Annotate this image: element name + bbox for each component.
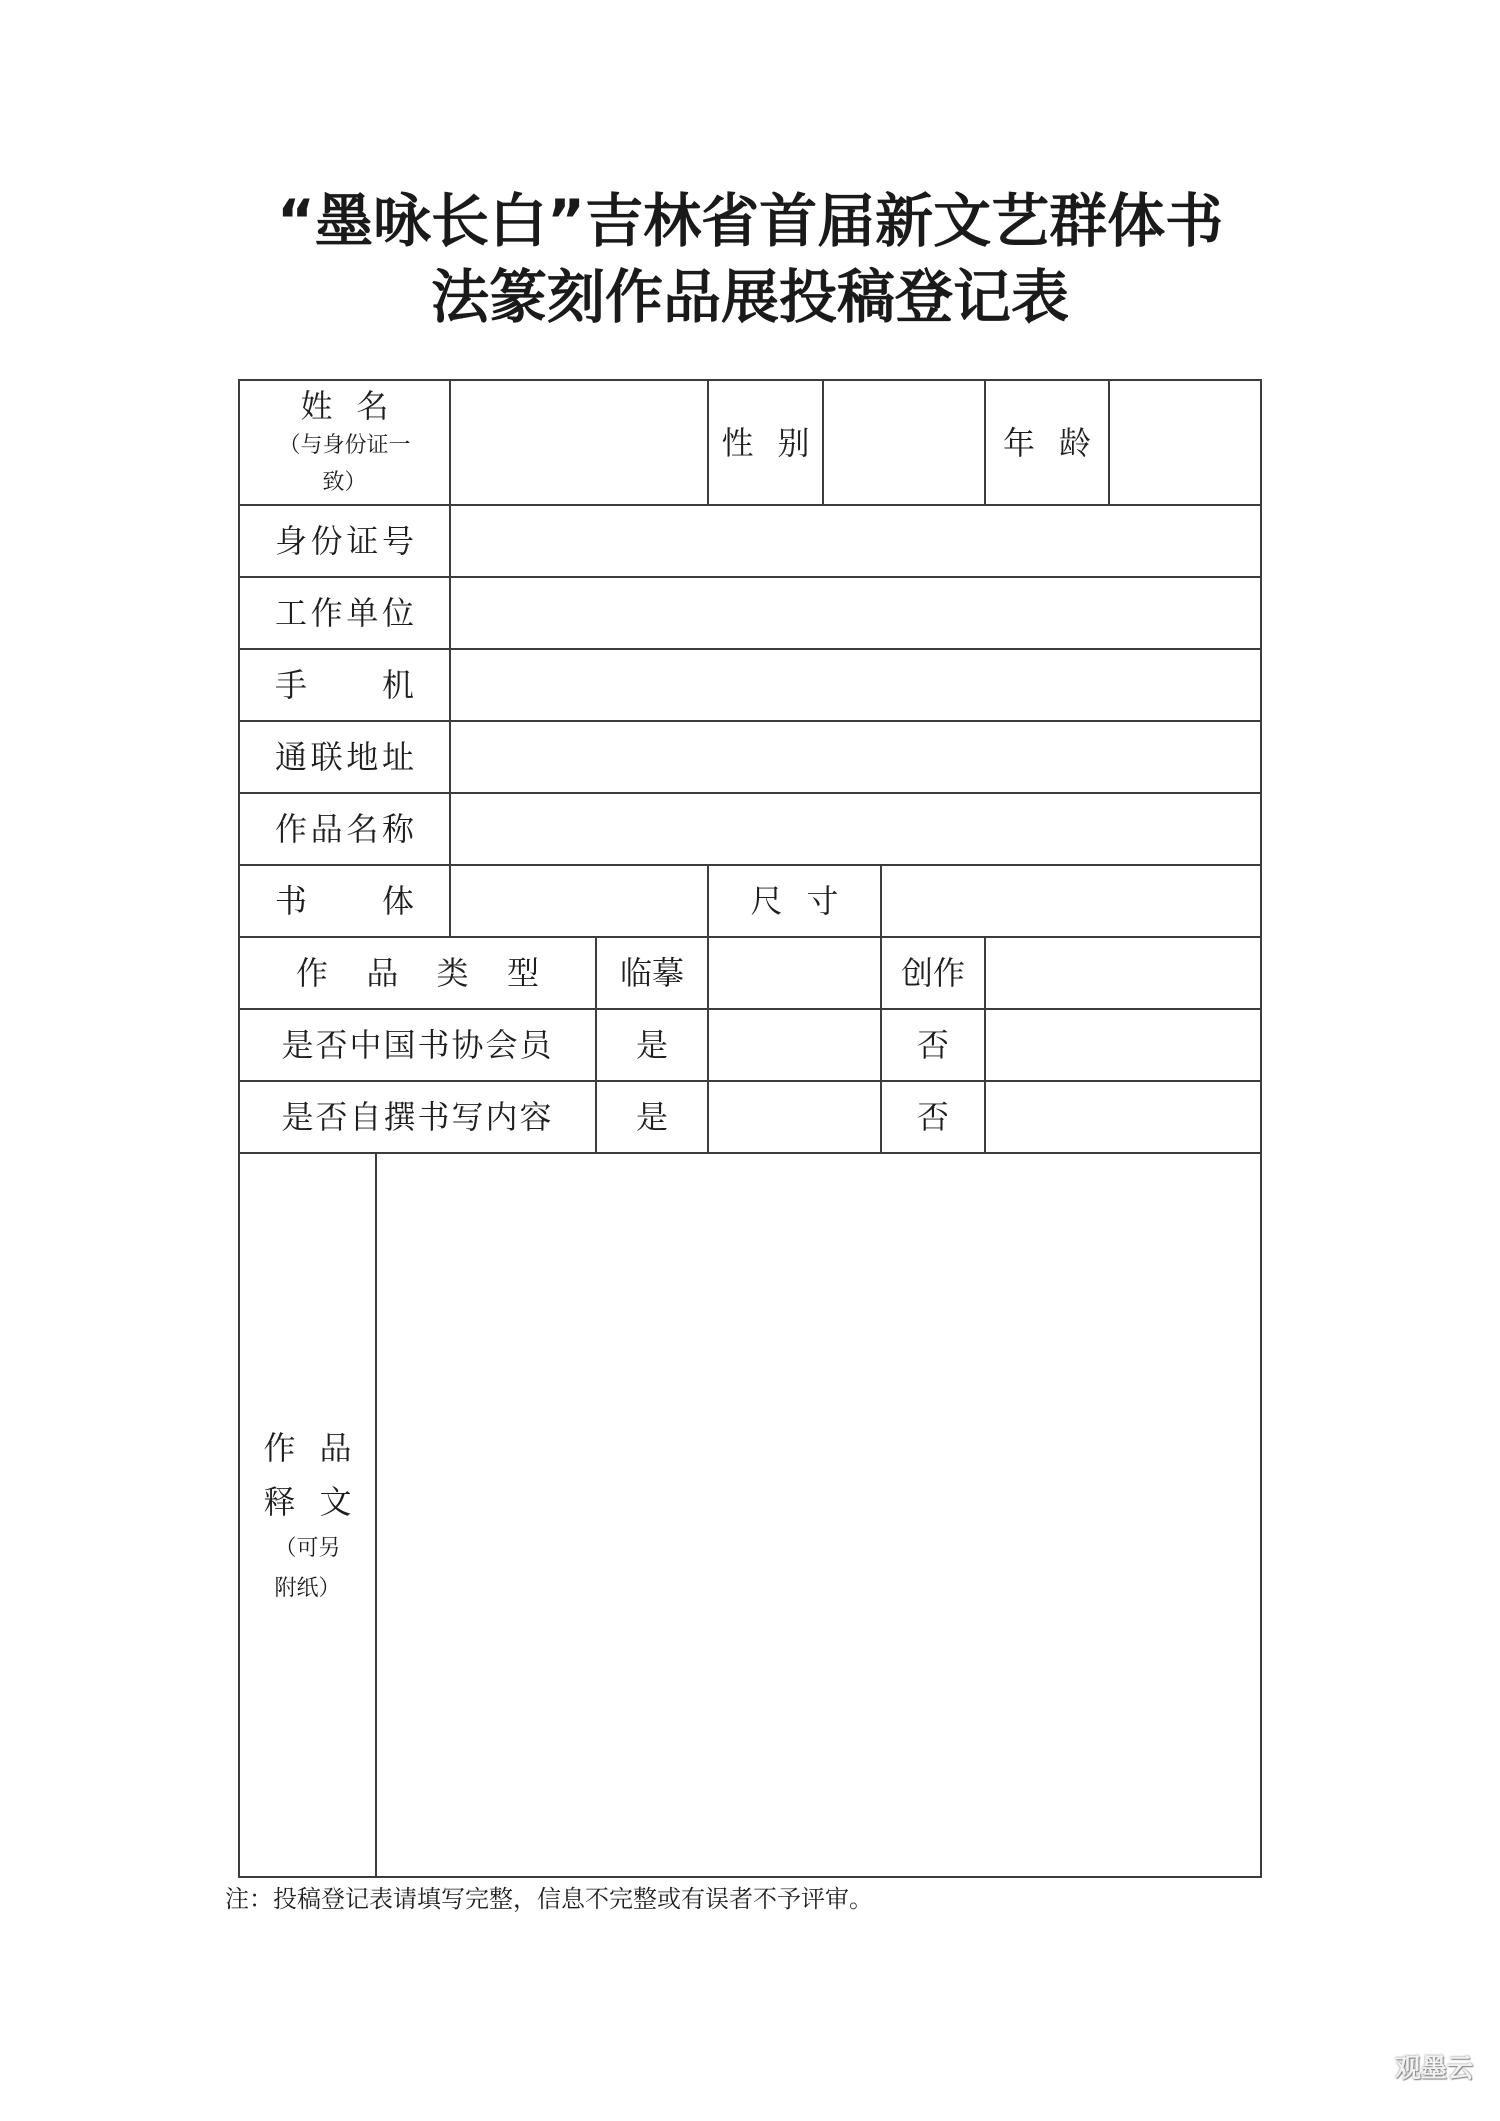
work-title-label: 作品名称 [275,810,414,848]
name-label-cell [238,379,451,506]
registration-form-table [238,379,1262,1878]
address-field [449,720,1262,794]
form-title-line-1: “墨咏长白”吉林省首届新文艺群体书 [276,187,1224,255]
name-label: 姓 名 [300,386,389,425]
transcription-label-line-2: 释 文 [263,1483,352,1521]
name-field [449,379,709,506]
address-label-cell [238,720,451,794]
work-type-label-cell [238,936,597,1010]
self-no-label-cell [880,1080,986,1154]
watermark-logo: 观墨云 [1395,2054,1474,2084]
age-label: 年 龄 [1003,423,1091,462]
cca-member-label: 是否中国书协会员 [281,1026,554,1064]
self-written-label: 是否自撰书写内容 [281,1098,554,1136]
address-label: 通联地址 [275,738,414,776]
name-note-line-1: （与身份证一 [278,432,411,458]
self-yes-label-cell [595,1080,709,1154]
phone-label-cell [238,648,451,722]
employer-field [449,576,1262,650]
employer-label: 工作单位 [275,594,414,632]
transcription-note-line-1: （可另 [274,1536,341,1561]
footnote: 注：投稿登记表请填写完整，信息不完整或有误者不予评审。 [225,1885,873,1913]
cca-no-field [984,1008,1262,1082]
cca-yes-label-cell [595,1008,709,1082]
self-yes-field [707,1080,882,1154]
script-style-field [449,864,709,938]
script-style-label: 书 体 [275,882,414,920]
transcription-label-line-1: 作 品 [263,1429,352,1467]
id-number-label: 身份证号 [275,522,414,560]
size-field [880,864,1262,938]
original-option-label-cell [880,936,986,1010]
script-style-label-cell [238,864,451,938]
size-label: 尺 寸 [750,882,839,920]
phone-field [449,648,1262,722]
form-title [0,183,1500,335]
cca-member-label-cell [238,1008,597,1082]
self-no-field [984,1080,1262,1154]
gender-field [822,379,986,506]
size-label-cell [707,864,882,938]
self-written-label-cell [238,1080,597,1154]
gender-label: 性 别 [721,423,810,462]
age-label-cell [984,379,1110,506]
cca-yes-label: 是 [635,1026,668,1064]
original-option-label: 创作 [900,954,965,992]
work-type-label: 作 品 类 型 [296,954,539,992]
form-title-line-2: 法篆刻作品展投稿登记表 [430,263,1069,331]
id-number-field [449,504,1262,578]
copy-option-label: 临摹 [619,954,684,992]
name-note-line-2: 致） [322,469,367,495]
transcription-field [375,1152,1262,1878]
cca-no-label-cell [880,1008,986,1082]
transcription-label-cell [238,1152,377,1878]
employer-label-cell [238,576,451,650]
work-title-label-cell [238,792,451,866]
work-title-field [449,792,1262,866]
self-no-label: 否 [916,1098,949,1136]
original-option-field [984,936,1262,1010]
phone-label: 手 机 [275,666,414,704]
id-number-label-cell [238,504,451,578]
cca-yes-field [707,1008,882,1082]
self-yes-label: 是 [635,1098,668,1136]
copy-option-label-cell [595,936,709,1010]
transcription-note-line-2: 附纸） [274,1576,341,1601]
gender-label-cell [707,379,824,506]
cca-no-label: 否 [916,1026,949,1064]
age-field [1108,379,1262,506]
copy-option-field [707,936,882,1010]
